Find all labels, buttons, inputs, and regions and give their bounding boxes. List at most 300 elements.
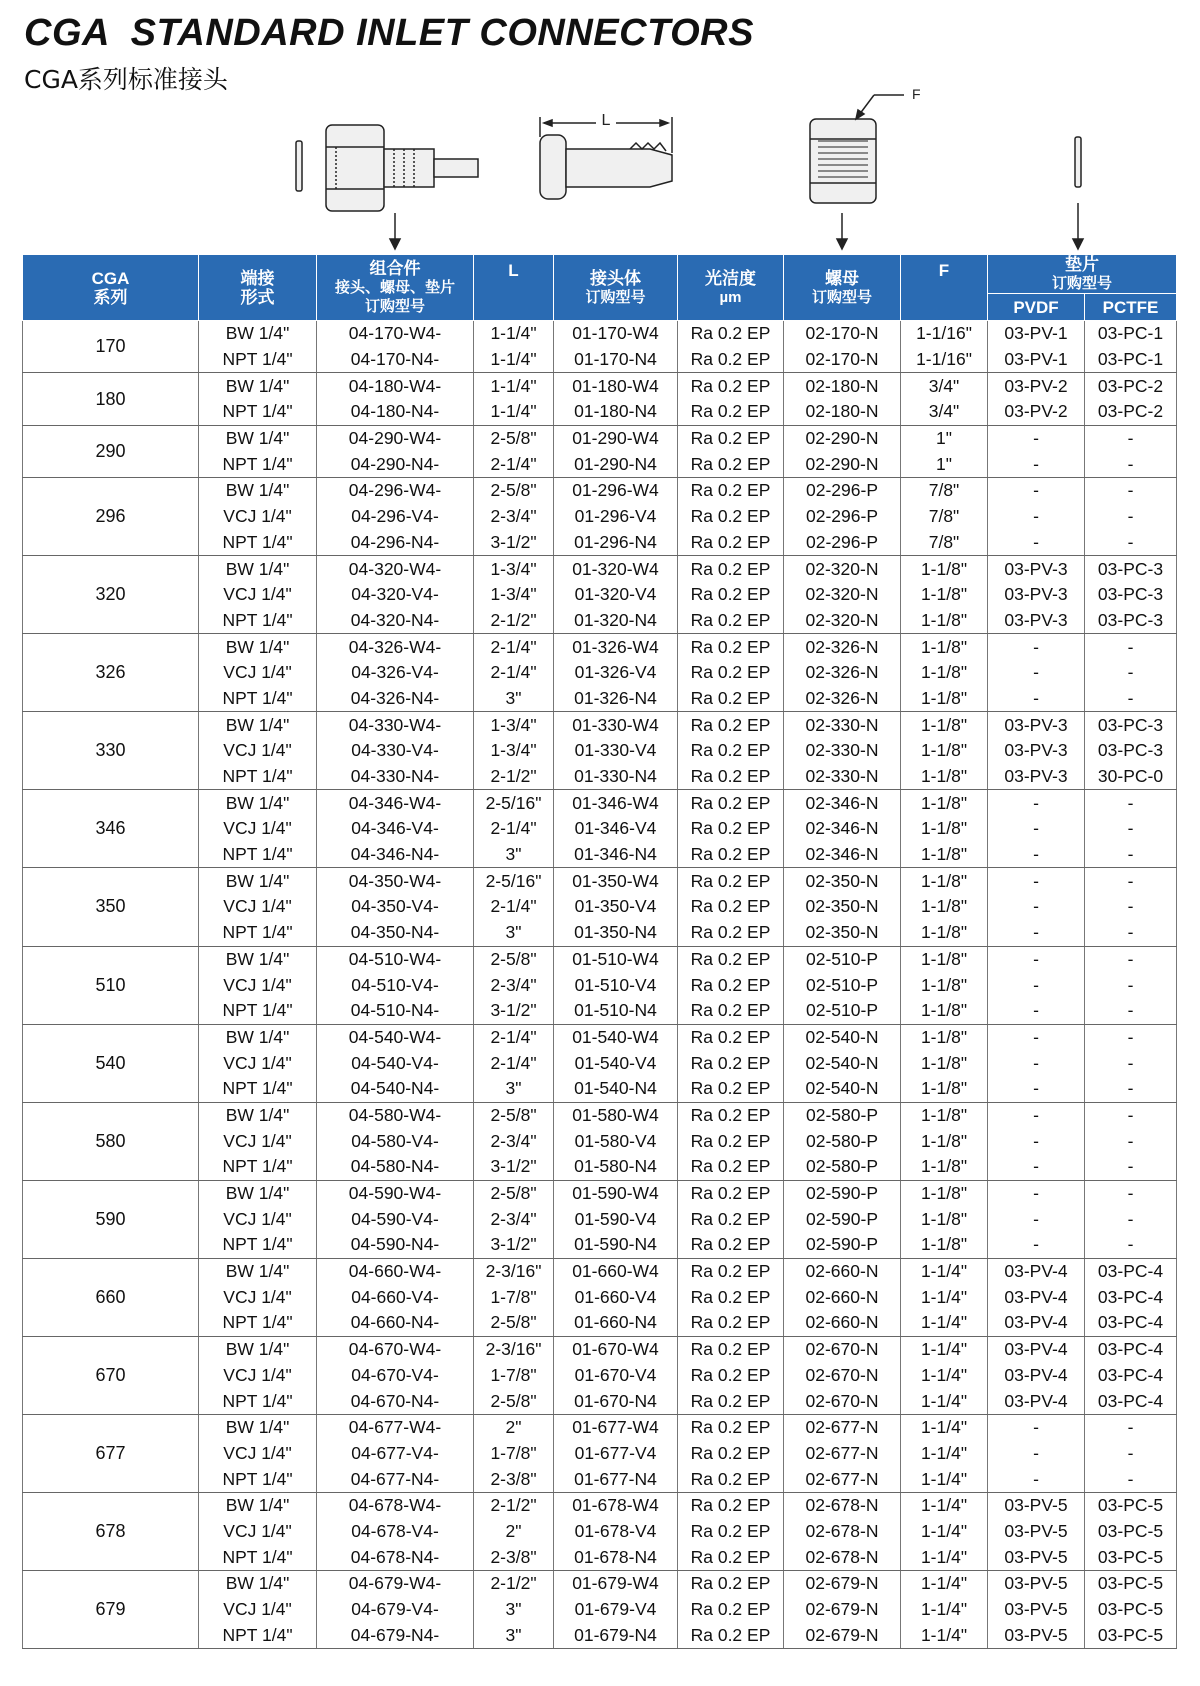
finish-cell: Ra 0.2 EP: [678, 946, 784, 972]
gasket-pctfe-cell: 03-PC-3: [1085, 712, 1177, 738]
assembly-part-cell: 04-540-W4-: [317, 1024, 474, 1050]
gasket-pvdf-cell: 03-PV-4: [988, 1336, 1085, 1362]
end-type-cell: VCJ 1/4": [199, 972, 317, 998]
size-f-cell: 1-1/8": [901, 634, 988, 660]
end-type-cell: NPT 1/4": [199, 530, 317, 556]
finish-cell: Ra 0.2 EP: [678, 1128, 784, 1154]
gasket-pctfe-cell: -: [1085, 1128, 1177, 1154]
gasket-pctfe-cell: -: [1085, 894, 1177, 920]
finish-cell: Ra 0.2 EP: [678, 712, 784, 738]
page-subtitle: CGA系列标准接头: [24, 65, 228, 94]
nut-part-cell: 02-330-N: [784, 712, 901, 738]
nut-part-cell: 02-678-N: [784, 1492, 901, 1518]
finish-cell: Ra 0.2 EP: [678, 634, 784, 660]
header-finish: 光洁度 µm: [678, 255, 784, 321]
end-type-cell: VCJ 1/4": [199, 1128, 317, 1154]
body-part-cell: 01-677-N4: [554, 1466, 678, 1492]
length-l-cell: 1-7/8": [474, 1284, 554, 1310]
nut-part-cell: 02-580-P: [784, 1128, 901, 1154]
dimension-l-label: L: [601, 112, 611, 129]
end-type-cell: VCJ 1/4": [199, 1284, 317, 1310]
table-row: [23, 1258, 1177, 1284]
assembly-part-cell: 04-678-W4-: [317, 1492, 474, 1518]
size-f-cell: 1-1/4": [901, 1519, 988, 1545]
finish-cell: Ra 0.2 EP: [678, 1102, 784, 1128]
end-type-cell: VCJ 1/4": [199, 1519, 317, 1545]
length-l-cell: 2-1/2": [474, 764, 554, 790]
gasket-pvdf-cell: 03-PV-4: [988, 1258, 1085, 1284]
gasket-pctfe-cell: -: [1085, 1050, 1177, 1076]
assembly-part-cell: 04-350-V4-: [317, 894, 474, 920]
finish-cell: Ra 0.2 EP: [678, 1492, 784, 1518]
end-type-cell: BW 1/4": [199, 1414, 317, 1440]
gasket-pctfe-cell: -: [1085, 1466, 1177, 1492]
finish-cell: Ra 0.2 EP: [678, 478, 784, 504]
gasket-pctfe-cell: 03-PC-1: [1085, 321, 1177, 347]
finish-cell: Ra 0.2 EP: [678, 530, 784, 556]
length-l-cell: 2-3/4": [474, 1128, 554, 1154]
nut-part-cell: 02-540-N: [784, 1024, 901, 1050]
end-type-cell: BW 1/4": [199, 1102, 317, 1128]
finish-cell: Ra 0.2 EP: [678, 1388, 784, 1414]
body-part-cell: 01-590-N4: [554, 1232, 678, 1258]
gasket-pvdf-cell: 03-PV-1: [988, 347, 1085, 373]
body-part-cell: 01-346-N4: [554, 842, 678, 868]
table-row: [23, 1102, 1177, 1128]
connector-diagrams: [0, 85, 1200, 255]
nut-part-cell: 02-346-N: [784, 790, 901, 816]
gasket-pvdf-cell: 03-PV-3: [988, 712, 1085, 738]
gasket-pvdf-cell: 03-PV-3: [988, 738, 1085, 764]
gasket-pvdf-cell: -: [988, 816, 1085, 842]
nut-part-cell: 02-320-N: [784, 608, 901, 634]
end-type-cell: VCJ 1/4": [199, 1206, 317, 1232]
finish-cell: Ra 0.2 EP: [678, 608, 784, 634]
assembly-part-cell: 04-350-W4-: [317, 868, 474, 894]
assembly-part-cell: 04-660-W4-: [317, 1258, 474, 1284]
size-f-cell: 1-1/8": [901, 1206, 988, 1232]
dimension-f-label: F: [912, 86, 921, 102]
header-pctfe: PCTFE: [1085, 294, 1177, 321]
gasket-pctfe-cell: 03-PC-5: [1085, 1571, 1177, 1597]
gasket-pctfe-cell: -: [1085, 660, 1177, 686]
gasket-pctfe-cell: -: [1085, 451, 1177, 477]
cga-series-cell: 346: [23, 790, 199, 868]
size-f-cell: 1-1/8": [901, 1128, 988, 1154]
length-l-cell: 2-3/8": [474, 1544, 554, 1570]
finish-cell: Ra 0.2 EP: [678, 660, 784, 686]
table-row: [23, 634, 1177, 660]
gasket-pvdf-cell: -: [988, 634, 1085, 660]
finish-cell: Ra 0.2 EP: [678, 998, 784, 1024]
size-f-cell: 1-1/4": [901, 1336, 988, 1362]
nut-part-cell: 02-350-N: [784, 920, 901, 946]
gasket-pvdf-cell: 03-PV-4: [988, 1284, 1085, 1310]
assembly-part-cell: 04-677-V4-: [317, 1441, 474, 1467]
size-f-cell: 1-1/4": [901, 1441, 988, 1467]
finish-cell: Ra 0.2 EP: [678, 894, 784, 920]
length-l-cell: 3": [474, 920, 554, 946]
body-part-cell: 01-660-N4: [554, 1310, 678, 1336]
body-part-cell: 01-660-W4: [554, 1258, 678, 1284]
length-l-cell: 3-1/2": [474, 1154, 554, 1180]
nut-part-cell: 02-590-P: [784, 1232, 901, 1258]
body-part-cell: 01-677-W4: [554, 1414, 678, 1440]
assembly-part-cell: 04-540-N4-: [317, 1076, 474, 1102]
assembly-part-cell: 04-590-N4-: [317, 1232, 474, 1258]
length-l-cell: 2-3/4": [474, 972, 554, 998]
gasket-pctfe-cell: 03-PC-4: [1085, 1336, 1177, 1362]
end-type-cell: BW 1/4": [199, 1336, 317, 1362]
gasket-pvdf-cell: -: [988, 686, 1085, 712]
finish-cell: Ra 0.2 EP: [678, 1363, 784, 1389]
gasket-pvdf-cell: -: [988, 972, 1085, 998]
nut-part-cell: 02-660-N: [784, 1258, 901, 1284]
body-part-cell: 01-590-W4: [554, 1180, 678, 1206]
length-l-cell: 3-1/2": [474, 998, 554, 1024]
finish-cell: Ra 0.2 EP: [678, 972, 784, 998]
nut-part-cell: 02-346-N: [784, 842, 901, 868]
body-part-cell: 01-678-N4: [554, 1544, 678, 1570]
length-l-cell: 2-1/4": [474, 1024, 554, 1050]
assembly-part-cell: 04-670-N4-: [317, 1388, 474, 1414]
size-f-cell: 1-1/8": [901, 998, 988, 1024]
assembly-part-cell: 04-679-N4-: [317, 1622, 474, 1648]
gasket-pctfe-cell: 03-PC-5: [1085, 1544, 1177, 1570]
end-type-cell: NPT 1/4": [199, 686, 317, 712]
gasket-pvdf-cell: 03-PV-5: [988, 1519, 1085, 1545]
length-l-cell: 2-5/16": [474, 790, 554, 816]
body-part-cell: 01-510-W4: [554, 946, 678, 972]
nut-part-cell: 02-679-N: [784, 1571, 901, 1597]
size-f-cell: 1-1/8": [901, 660, 988, 686]
end-type-cell: NPT 1/4": [199, 1154, 317, 1180]
size-f-cell: 1-1/8": [901, 556, 988, 582]
gasket-pvdf-cell: -: [988, 1154, 1085, 1180]
header-body: 接头体 订购型号: [554, 255, 678, 321]
nut-part-cell: 02-677-N: [784, 1466, 901, 1492]
gasket-pvdf-cell: -: [988, 660, 1085, 686]
nut-part-cell: 02-670-N: [784, 1336, 901, 1362]
body-part-cell: 01-677-V4: [554, 1441, 678, 1467]
size-f-cell: 1-1/8": [901, 790, 988, 816]
header-pvdf: PVDF: [988, 294, 1085, 321]
nut-part-cell: 02-677-N: [784, 1441, 901, 1467]
finish-cell: Ra 0.2 EP: [678, 1180, 784, 1206]
assembly-part-cell: 04-330-N4-: [317, 764, 474, 790]
end-type-cell: VCJ 1/4": [199, 1441, 317, 1467]
gasket-pvdf-cell: -: [988, 1128, 1085, 1154]
end-type-cell: NPT 1/4": [199, 347, 317, 373]
size-f-cell: 3/4": [901, 399, 988, 425]
body-part-cell: 01-679-V4: [554, 1597, 678, 1623]
gasket-pctfe-cell: -: [1085, 1232, 1177, 1258]
gasket-pctfe-cell: -: [1085, 842, 1177, 868]
gasket-pctfe-cell: -: [1085, 1154, 1177, 1180]
cga-series-cell: 326: [23, 634, 199, 712]
size-f-cell: 1": [901, 451, 988, 477]
body-part-cell: 01-350-V4: [554, 894, 678, 920]
size-f-cell: 1-1/8": [901, 1154, 988, 1180]
body-part-cell: 01-346-W4: [554, 790, 678, 816]
gasket-pvdf-cell: -: [988, 1050, 1085, 1076]
length-l-cell: 2-1/4": [474, 816, 554, 842]
length-l-cell: 2-5/8": [474, 946, 554, 972]
body-part-cell: 01-540-V4: [554, 1050, 678, 1076]
nut-part-cell: 02-590-P: [784, 1206, 901, 1232]
length-l-cell: 1-3/4": [474, 582, 554, 608]
end-type-cell: BW 1/4": [199, 1024, 317, 1050]
size-f-cell: 1-1/16": [901, 321, 988, 347]
size-f-cell: 1-1/4": [901, 1466, 988, 1492]
finish-cell: Ra 0.2 EP: [678, 347, 784, 373]
size-f-cell: 1-1/4": [901, 1363, 988, 1389]
end-type-cell: VCJ 1/4": [199, 1363, 317, 1389]
length-l-cell: 1-3/4": [474, 738, 554, 764]
assembly-part-cell: 04-678-V4-: [317, 1519, 474, 1545]
end-type-cell: BW 1/4": [199, 868, 317, 894]
gasket-pctfe-cell: -: [1085, 1180, 1177, 1206]
end-type-cell: BW 1/4": [199, 946, 317, 972]
assembly-part-cell: 04-296-W4-: [317, 478, 474, 504]
end-type-cell: VCJ 1/4": [199, 816, 317, 842]
gasket-pctfe-cell: 03-PC-5: [1085, 1597, 1177, 1623]
table-row: [23, 1024, 1177, 1050]
finish-cell: Ra 0.2 EP: [678, 1258, 784, 1284]
assembly-part-cell: 04-679-V4-: [317, 1597, 474, 1623]
size-f-cell: 1-1/8": [901, 1232, 988, 1258]
end-type-cell: BW 1/4": [199, 1571, 317, 1597]
size-f-cell: 1-1/4": [901, 1544, 988, 1570]
nut-part-cell: 02-590-P: [784, 1180, 901, 1206]
gasket-pvdf-cell: -: [988, 790, 1085, 816]
cga-series-cell: 330: [23, 712, 199, 790]
table-row: [23, 1492, 1177, 1518]
assembly-part-cell: 04-320-V4-: [317, 582, 474, 608]
gasket-pctfe-cell: -: [1085, 686, 1177, 712]
connector-spec-table: [22, 254, 1177, 1649]
assembly-part-cell: 04-290-N4-: [317, 451, 474, 477]
gasket-pvdf-cell: -: [988, 451, 1085, 477]
finish-cell: Ra 0.2 EP: [678, 1441, 784, 1467]
length-l-cell: 2-3/16": [474, 1336, 554, 1362]
gasket-pvdf-cell: 03-PV-4: [988, 1363, 1085, 1389]
gasket-pctfe-cell: 30-PC-0: [1085, 764, 1177, 790]
length-l-cell: 2": [474, 1519, 554, 1545]
gasket-pvdf-cell: 03-PV-3: [988, 764, 1085, 790]
cga-series-cell: 679: [23, 1571, 199, 1649]
gasket-pctfe-cell: -: [1085, 998, 1177, 1024]
gasket-pctfe-cell: -: [1085, 946, 1177, 972]
assembly-part-cell: 04-510-V4-: [317, 972, 474, 998]
body-part-cell: 01-296-V4: [554, 504, 678, 530]
size-f-cell: 1-1/8": [901, 1024, 988, 1050]
nut-part-cell: 02-510-P: [784, 998, 901, 1024]
cga-series-cell: 580: [23, 1102, 199, 1180]
cga-series-cell: 180: [23, 373, 199, 425]
gasket-pctfe-cell: 03-PC-4: [1085, 1310, 1177, 1336]
gasket-pctfe-cell: 03-PC-3: [1085, 738, 1177, 764]
cga-series-cell: 296: [23, 478, 199, 556]
size-f-cell: 1-1/8": [901, 816, 988, 842]
end-type-cell: NPT 1/4": [199, 399, 317, 425]
gasket-pvdf-cell: 03-PV-4: [988, 1388, 1085, 1414]
body-part-cell: 01-296-W4: [554, 478, 678, 504]
length-l-cell: 1-3/4": [474, 712, 554, 738]
length-l-cell: 3": [474, 1597, 554, 1623]
cga-series-cell: 670: [23, 1336, 199, 1414]
gasket-pvdf-cell: 03-PV-3: [988, 582, 1085, 608]
finish-cell: Ra 0.2 EP: [678, 451, 784, 477]
nut-part-cell: 02-180-N: [784, 373, 901, 399]
assembly-part-cell: 04-660-N4-: [317, 1310, 474, 1336]
nut-part-cell: 02-540-N: [784, 1076, 901, 1102]
finish-cell: Ra 0.2 EP: [678, 764, 784, 790]
length-l-cell: 2-1/2": [474, 1571, 554, 1597]
length-l-cell: 2-5/8": [474, 1310, 554, 1336]
table-row: [23, 1571, 1177, 1597]
gasket-pctfe-cell: 03-PC-5: [1085, 1622, 1177, 1648]
cga-series-cell: 510: [23, 946, 199, 1024]
size-f-cell: 1": [901, 425, 988, 451]
assembly-drawing: [296, 125, 478, 211]
header-nut: 螺母 订购型号: [784, 255, 901, 321]
nut-part-cell: 02-326-N: [784, 634, 901, 660]
assembly-part-cell: 04-670-V4-: [317, 1363, 474, 1389]
assembly-part-cell: 04-590-W4-: [317, 1180, 474, 1206]
length-l-cell: 2-5/8": [474, 1180, 554, 1206]
cga-series-cell: 678: [23, 1492, 199, 1570]
gasket-pctfe-cell: 03-PC-4: [1085, 1363, 1177, 1389]
assembly-part-cell: 04-180-N4-: [317, 399, 474, 425]
assembly-part-cell: 04-296-V4-: [317, 504, 474, 530]
gasket-pctfe-cell: 03-PC-3: [1085, 582, 1177, 608]
table-row: [23, 868, 1177, 894]
assembly-part-cell: 04-326-N4-: [317, 686, 474, 712]
end-type-cell: BW 1/4": [199, 425, 317, 451]
finish-cell: Ra 0.2 EP: [678, 816, 784, 842]
size-f-cell: 1-1/8": [901, 894, 988, 920]
gasket-pvdf-cell: 03-PV-2: [988, 399, 1085, 425]
end-type-cell: NPT 1/4": [199, 1232, 317, 1258]
finish-cell: Ra 0.2 EP: [678, 1076, 784, 1102]
length-l-cell: 1-1/4": [474, 399, 554, 425]
finish-cell: Ra 0.2 EP: [678, 868, 784, 894]
assembly-part-cell: 04-590-V4-: [317, 1206, 474, 1232]
gasket-pvdf-cell: -: [988, 998, 1085, 1024]
end-type-cell: NPT 1/4": [199, 608, 317, 634]
gasket-pctfe-cell: -: [1085, 634, 1177, 660]
end-type-cell: NPT 1/4": [199, 920, 317, 946]
nut-part-cell: 02-679-N: [784, 1597, 901, 1623]
gasket-pvdf-cell: -: [988, 1206, 1085, 1232]
size-f-cell: 1-1/4": [901, 1622, 988, 1648]
size-f-cell: 1-1/8": [901, 1076, 988, 1102]
gasket-pvdf-cell: 03-PV-5: [988, 1571, 1085, 1597]
body-part-cell: 01-290-W4: [554, 425, 678, 451]
body-part-cell: 01-679-W4: [554, 1571, 678, 1597]
table-row: [23, 425, 1177, 451]
size-f-cell: 1-1/4": [901, 1284, 988, 1310]
end-type-cell: VCJ 1/4": [199, 738, 317, 764]
gasket-drawing: [1075, 137, 1081, 187]
nut-part-cell: 02-296-P: [784, 530, 901, 556]
cga-series-cell: 320: [23, 556, 199, 634]
assembly-part-cell: 04-170-N4-: [317, 347, 474, 373]
assembly-part-cell: 04-580-N4-: [317, 1154, 474, 1180]
length-l-cell: 1-7/8": [474, 1363, 554, 1389]
cga-series-cell: 677: [23, 1414, 199, 1492]
body-part-cell: 01-510-N4: [554, 998, 678, 1024]
assembly-part-cell: 04-677-W4-: [317, 1414, 474, 1440]
size-f-cell: 1-1/8": [901, 1102, 988, 1128]
assembly-part-cell: 04-510-W4-: [317, 946, 474, 972]
length-l-cell: 1-1/4": [474, 321, 554, 347]
finish-cell: Ra 0.2 EP: [678, 1024, 784, 1050]
length-l-cell: 3": [474, 1622, 554, 1648]
gasket-pvdf-cell: -: [988, 504, 1085, 530]
gasket-pctfe-cell: -: [1085, 504, 1177, 530]
header-l: L: [474, 255, 554, 321]
end-type-cell: BW 1/4": [199, 321, 317, 347]
body-part-cell: 01-326-W4: [554, 634, 678, 660]
gasket-pvdf-cell: -: [988, 946, 1085, 972]
size-f-cell: 1-1/8": [901, 1050, 988, 1076]
body-part-cell: 01-670-W4: [554, 1336, 678, 1362]
finish-cell: Ra 0.2 EP: [678, 1206, 784, 1232]
finish-cell: Ra 0.2 EP: [678, 686, 784, 712]
finish-cell: Ra 0.2 EP: [678, 1519, 784, 1545]
finish-cell: Ra 0.2 EP: [678, 321, 784, 347]
size-f-cell: 7/8": [901, 478, 988, 504]
body-part-cell: 01-540-N4: [554, 1076, 678, 1102]
size-f-cell: 1-1/8": [901, 764, 988, 790]
gasket-pctfe-cell: -: [1085, 1414, 1177, 1440]
end-type-cell: NPT 1/4": [199, 1388, 317, 1414]
nut-part-cell: 02-170-N: [784, 321, 901, 347]
size-f-cell: 1-1/4": [901, 1492, 988, 1518]
end-type-cell: NPT 1/4": [199, 451, 317, 477]
header-cga: CGA 系列: [23, 255, 199, 321]
end-type-cell: VCJ 1/4": [199, 660, 317, 686]
end-type-cell: NPT 1/4": [199, 1544, 317, 1570]
gasket-pvdf-cell: -: [988, 1180, 1085, 1206]
assembly-part-cell: 04-346-N4-: [317, 842, 474, 868]
gasket-pvdf-cell: -: [988, 530, 1085, 556]
nut-part-cell: 02-670-N: [784, 1363, 901, 1389]
assembly-part-cell: 04-330-W4-: [317, 712, 474, 738]
nut-drawing: [810, 86, 921, 203]
table-row: [23, 321, 1177, 347]
nut-part-cell: 02-678-N: [784, 1519, 901, 1545]
gasket-pctfe-cell: -: [1085, 1102, 1177, 1128]
header-assembly: 组合件 接头、螺母、垫片 订购型号: [317, 255, 474, 321]
length-l-cell: 1-7/8": [474, 1441, 554, 1467]
end-type-cell: VCJ 1/4": [199, 1597, 317, 1623]
end-type-cell: NPT 1/4": [199, 1466, 317, 1492]
gasket-pctfe-cell: 03-PC-2: [1085, 373, 1177, 399]
table-row: [23, 478, 1177, 504]
nut-part-cell: 02-580-P: [784, 1102, 901, 1128]
body-part-cell: 01-350-W4: [554, 868, 678, 894]
size-f-cell: 1-1/8": [901, 738, 988, 764]
table-row: [23, 946, 1177, 972]
end-type-cell: NPT 1/4": [199, 1622, 317, 1648]
nut-part-cell: 02-326-N: [784, 660, 901, 686]
gasket-pctfe-cell: -: [1085, 816, 1177, 842]
size-f-cell: 1-1/8": [901, 842, 988, 868]
finish-cell: Ra 0.2 EP: [678, 1597, 784, 1623]
